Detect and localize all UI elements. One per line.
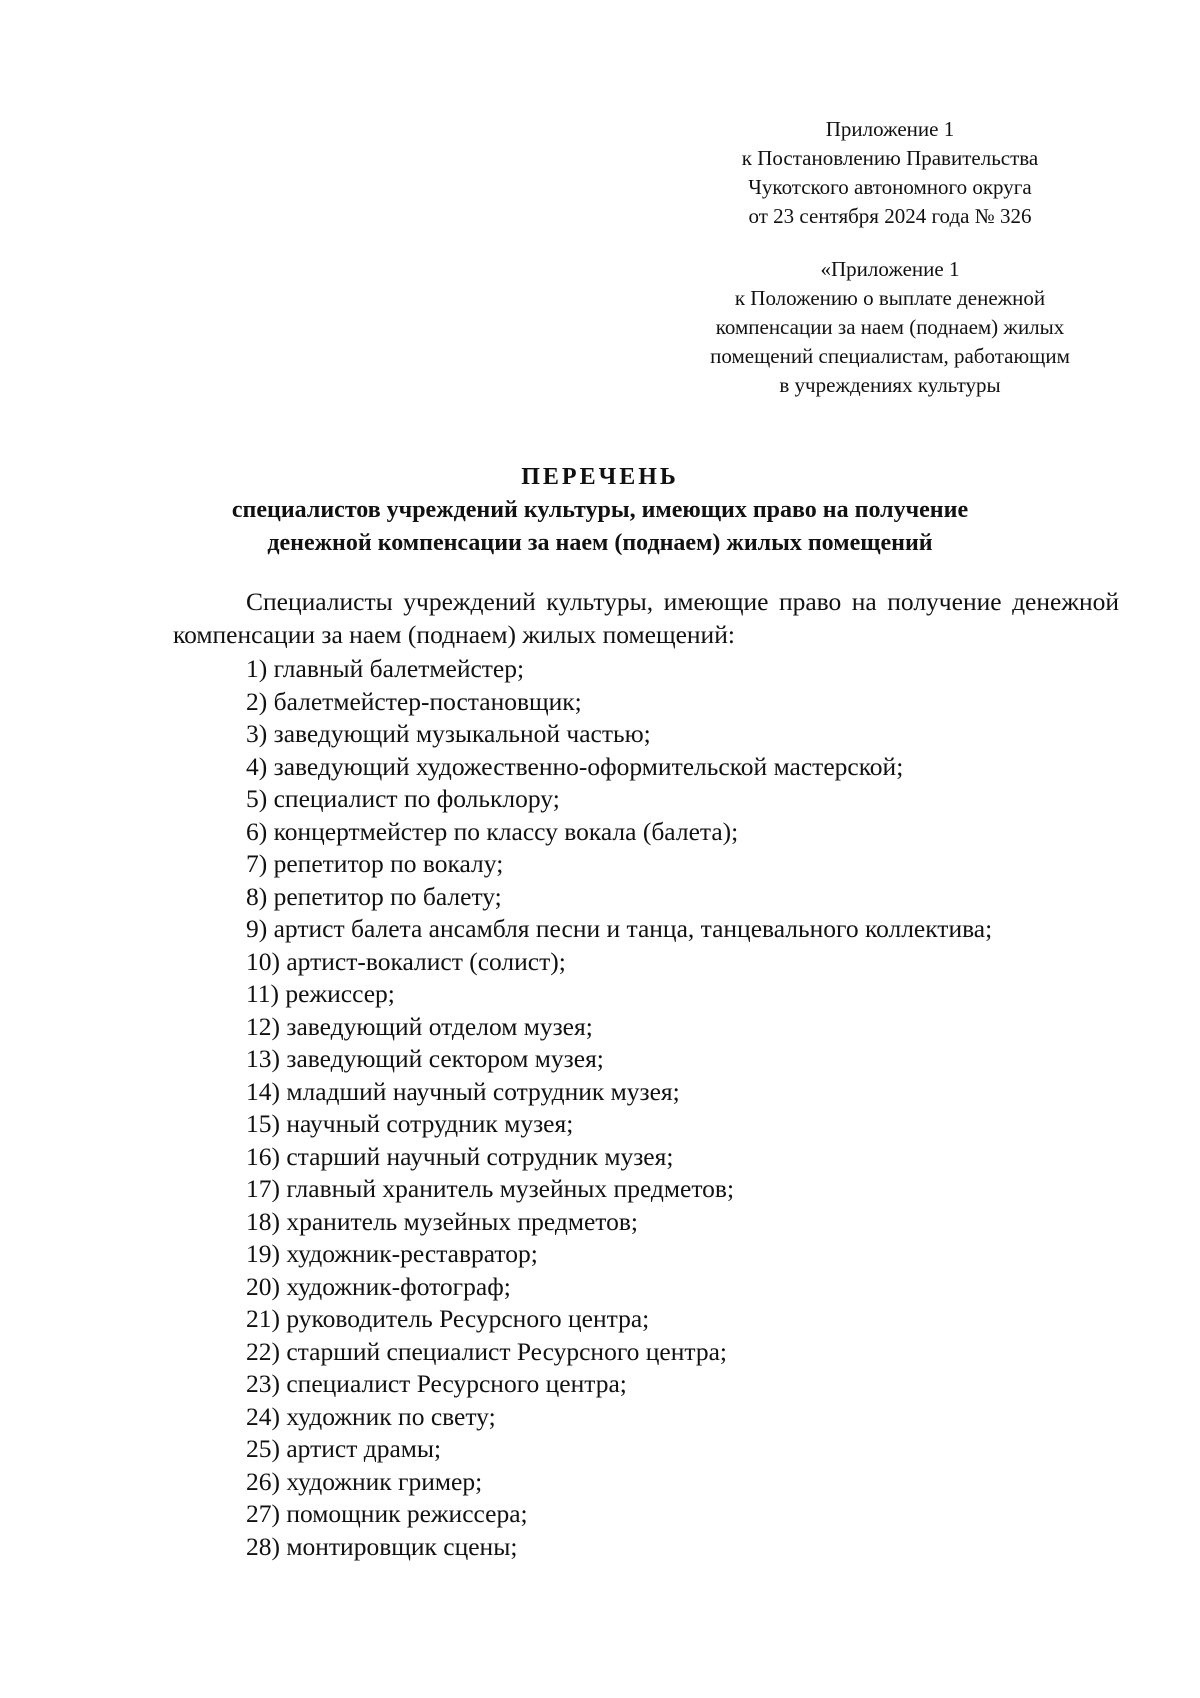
- list-item: 4) заведующий художественно-оформительской мастерской;: [246, 751, 904, 781]
- title-main: ПЕРЕЧЕНЬ: [521, 464, 679, 490]
- list-item: 19) художник-реставратор;: [246, 1239, 538, 1268]
- list-item: 7) репетитор по вокалу;: [246, 849, 504, 878]
- list-item: 1) главный балетмейстер;: [246, 654, 525, 683]
- list-item: 12) заведующий отделом музея;: [246, 1011, 593, 1041]
- list-item: 5) специалист по фольклору;: [246, 784, 560, 813]
- appendix-line: Чукотского автономного округа: [748, 175, 1032, 199]
- appendix-line: Приложение 1: [825, 117, 955, 141]
- appendix-line: в учреждениях культуры: [779, 373, 1001, 397]
- appendix-line: компенсации за наем (поднаем) жилых: [715, 315, 1065, 339]
- list-item: 22) старший специалист Ресурсного центра;: [246, 1336, 728, 1366]
- list-item: 21) руководитель Ресурсного центра;: [246, 1304, 650, 1333]
- appendix-line: к Постановлению Правительства: [741, 146, 1039, 170]
- list-item: 26) художник гример;: [246, 1466, 483, 1496]
- list-item: 18) хранитель музейных предметов;: [246, 1206, 638, 1236]
- list-item: 23) специалист Ресурсного центра;: [246, 1369, 627, 1398]
- list-item: 25) артист драмы;: [246, 1434, 442, 1463]
- appendix-line: к Положению о выплате денежной: [734, 286, 1046, 310]
- intro-paragraph: Специалисты учреждений культуры, имеющие право на получение денежной компенсации за наем (поднаем) жилых помещений:: [173, 587, 1119, 649]
- appendix-header-regulation: [670, 255, 1110, 400]
- list-item: 3) заведующий музыкальной частью;: [246, 719, 651, 748]
- list-item: 14) младший научный сотрудник музея;: [246, 1076, 680, 1106]
- list-item: 13) заведующий сектором музея;: [246, 1044, 604, 1073]
- document-title: [140, 460, 1060, 560]
- title-subtitle-line: специалистов учреждений культуры, имеющих право на получение: [231, 497, 969, 523]
- list-item: 6) концертмейстер по классу вокала (балета);: [246, 816, 739, 846]
- list-item: 2) балетмейстер-постановщик;: [246, 686, 582, 716]
- appendix-header-resolution: [700, 115, 1080, 231]
- list-item: 9) артист балета ансамбля песни и танца, танцевального коллектива;: [246, 914, 993, 943]
- appendix-line: помещений специалистам, работающим: [710, 344, 1070, 368]
- list-item: 28) монтировщик сцены;: [246, 1531, 518, 1561]
- list-item: 11) режиссер;: [246, 979, 395, 1008]
- list-item: 20) художник-фотограф;: [246, 1271, 511, 1301]
- specialist-list: [246, 653, 992, 1563]
- list-item: 15) научный сотрудник музея;: [246, 1109, 574, 1138]
- list-item: 10) артист-вокалист (солист);: [246, 946, 566, 976]
- appendix-line: «Приложение 1: [820, 257, 960, 281]
- title-subtitle-line: денежной компенсации за наем (поднаем) жилых помещений: [267, 530, 933, 556]
- list-item: 16) старший научный сотрудник музея;: [246, 1141, 674, 1171]
- list-item: 17) главный хранитель музейных предметов;: [246, 1174, 735, 1203]
- list-item: 8) репетитор по балету;: [246, 881, 502, 911]
- list-item: 24) художник по свету;: [246, 1401, 496, 1431]
- list-item: 27) помощник режиссера;: [246, 1499, 528, 1528]
- appendix-line: от 23 сентября 2024 года № 326: [748, 204, 1032, 228]
